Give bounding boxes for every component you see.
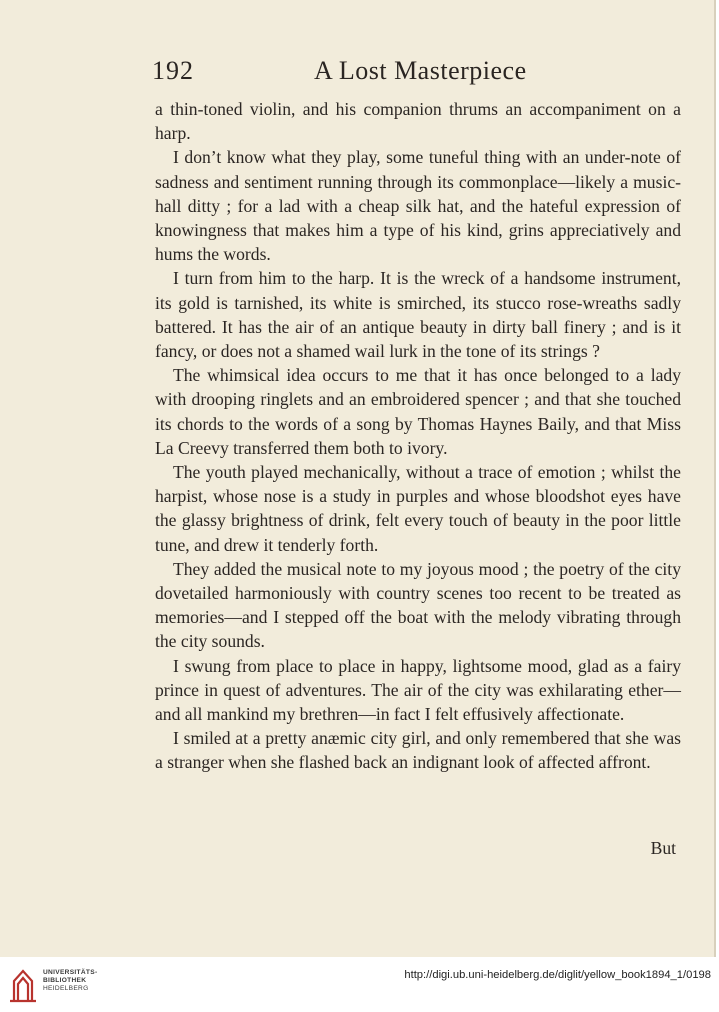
ub-heidelberg-logo-icon[interactable] (8, 967, 38, 1003)
paragraph-8: I smiled at a pretty anæmic city girl, and only remembered that she was a stranger when she flashed back an indignant look of affected affront. (155, 728, 681, 773)
library-name-line1: UNIVERSITÄTS- (43, 969, 98, 976)
paragraph-5: The youth played mechanically, without a trace of emotion ; whilst the harpist, whose nose is a study in purples and whose bloodshot eyes have the glassy brightness of drink, felt every touch of beauty in the poor little tune, and drew it tenderly forth. (155, 462, 681, 555)
library-name-line2: BIBLIOTHEK (43, 977, 87, 984)
paragraph-2: I don’t know what they play, some tuneful thing with an under-note of sadness and sentiment running through its commonplace—likely a music-hall ditty ; for a lad with a cheap silk hat, and the hateful expression of knowingness that makes him a type of his kind, grins appreciatively and hums the words. (155, 147, 681, 265)
page-footer (0, 957, 719, 1012)
page-header (152, 56, 542, 90)
library-name (43, 969, 97, 993)
running-title: A Lost Masterpiece (314, 56, 527, 85)
body-text (155, 97, 681, 775)
paragraph-3: I turn from him to the harp. It is the wreck of a handsome instrument, its gold is tarnished, its white is smirched, its stucco rose-wreaths sadly battered. It has the air of an antique beauty in dirty ball finery ; and is it fancy, or does not a shamed wail lurk in the tone of its strings ? (155, 268, 681, 362)
paragraph-7: I swung from place to place in happy, lightsome mood, glad as a fairy prince in quest of adventures. The air of the city was exhilarating ether—and all mankind my brethren—in fact I felt effusively affectionate. (155, 655, 681, 725)
source-url-link[interactable]: http://digi.ub.uni-heidelberg.de/diglit/yellow_book1894_1/0198 (404, 969, 711, 981)
library-name-line3: HEIDELBERG (43, 985, 89, 992)
catchword: But (650, 838, 676, 858)
paragraph-1: a thin-toned violin, and his companion thrums an accompaniment on a harp. (155, 99, 681, 144)
page-number: 192 (152, 56, 194, 85)
paragraph-4: The whimsical idea occurs to me that it has once belonged to a lady with drooping ringlets and an embroidered spencer ; and that she touched its chords to the words of a song by Thomas Haynes Baily, and that Miss La Creevy transferred them both to ivory. (155, 365, 681, 458)
paragraph-6: They added the musical note to my joyous mood ; the poetry of the city dovetailed harmoniously with country scenes too recent to be treated as memories—and I stepped off the boat with the melody vibrating through the city sounds. (155, 558, 681, 652)
